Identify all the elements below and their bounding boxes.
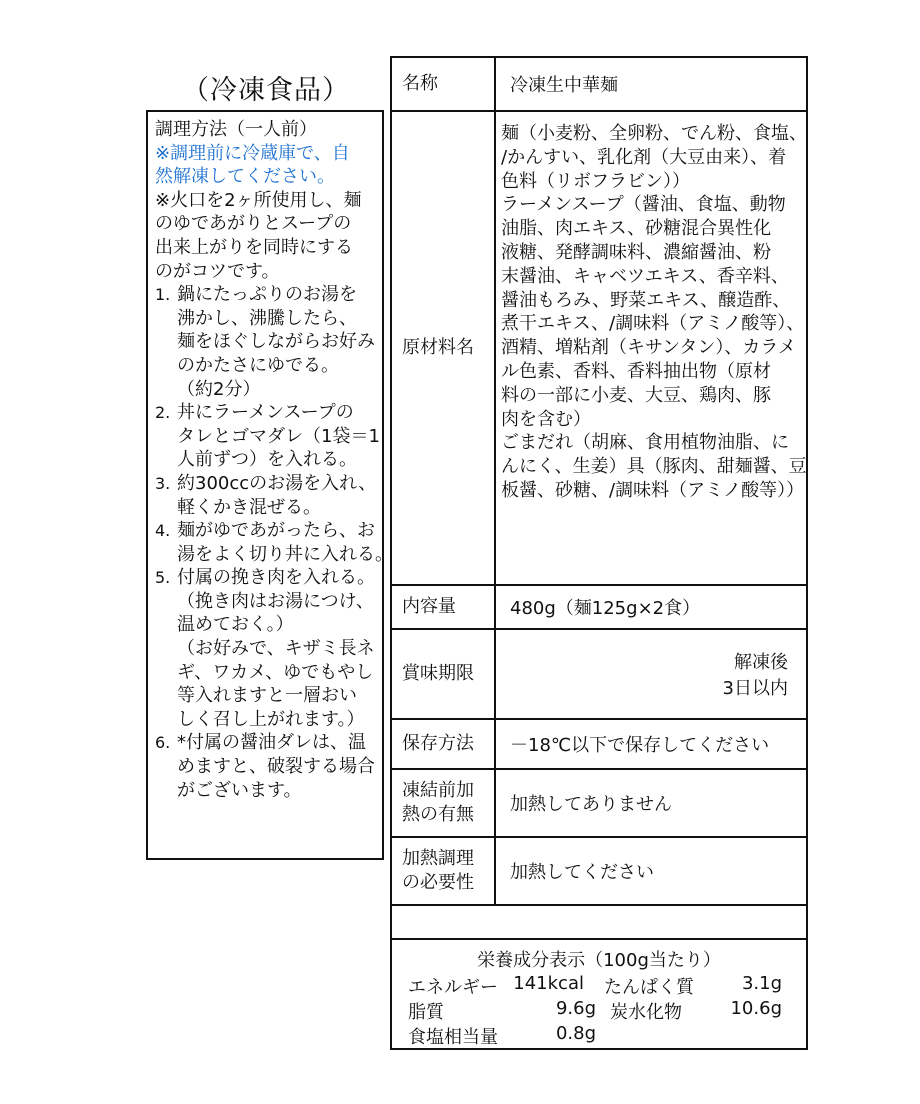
spec-row-storage <box>392 718 806 768</box>
cooking-step-4 <box>155 519 393 566</box>
heated-value: 加熱してありません <box>510 794 672 815</box>
heated-label-line: 熱の有無 <box>402 804 474 825</box>
heated-label-line: 凍結前加 <box>402 780 474 801</box>
step-line: （挽き肉はお湯につけ、 <box>177 590 374 612</box>
best-before-line: 3日以内 <box>722 678 788 699</box>
salt-label: 食塩相当量 <box>408 1027 498 1048</box>
step-line: 鍋にたっぷりのお湯を <box>177 284 357 306</box>
step-line: めますと、破裂する場合 <box>177 756 375 778</box>
fat-value: 9.6g <box>555 998 596 1019</box>
best-before-line: 解凍後 <box>734 652 788 673</box>
storage-label: 保存方法 <box>392 720 496 768</box>
cooking-note-blue-line: ※調理前に冷蔵庫で、自 <box>155 142 350 164</box>
step-line: （お好みで、キザミ長ネ <box>177 638 375 660</box>
step-line: 麺がゆであがったら、お <box>177 520 375 542</box>
step-line: のかたさにゆでる。 <box>177 354 339 376</box>
ingredients-line: ごまだれ（胡麻、食用植物油脂、に <box>501 432 789 454</box>
ingredients-line: 肉を含む） <box>501 408 591 430</box>
cooking-instructions-box <box>146 110 393 860</box>
step-line: 等入れますと一層おい <box>177 685 357 707</box>
name-value: 冷凍生中華麺 <box>510 75 618 96</box>
ingredients-line: 煮干エキス、/調味料（アミノ酸等）、 <box>501 313 805 335</box>
step-line: *付属の醤油ダレは、温 <box>177 732 366 754</box>
step-line: （約2分） <box>177 378 261 400</box>
step-line: 軽くかき混ぜる。 <box>177 496 321 518</box>
cooking-step-1 <box>155 283 382 401</box>
ingredients-line: 酒精、増粘剤（キサンタン）、カラメ <box>501 337 796 359</box>
ingredients-line: 油脂、肉エキス、砂糖混合異性化 <box>501 218 772 240</box>
step-line: しく召し上がれます。） <box>177 708 365 730</box>
name-label: 名称 <box>392 58 496 110</box>
cooking-title: 調理方法（一人前） <box>155 119 317 140</box>
step-line: タレとゴマダレ（1袋＝1 <box>177 425 380 447</box>
cooking-note-line: 出来上がりを同時にする <box>155 236 353 258</box>
cooking-required-value: 加熱してください <box>510 862 654 883</box>
step-number: 4. <box>155 521 171 541</box>
heated-label <box>392 770 496 836</box>
ingredients-line: 麺（小麦粉、全卵粉、でん粉、食塩、 <box>501 123 807 144</box>
spec-row-cooking-required <box>392 836 806 904</box>
ingredients-line: /かんすい、乳化剤（大豆由来）、着 <box>501 146 787 168</box>
step-number: 6. <box>155 733 171 753</box>
cooking-required-label <box>392 838 496 904</box>
step-line: 麺をほぐしながらお好み <box>177 331 375 353</box>
best-before-value <box>496 630 806 718</box>
spec-row-heated <box>392 768 806 836</box>
step-line: がございます。 <box>177 779 302 801</box>
energy-value: 141kcal <box>513 973 584 994</box>
energy-label: エネルギー <box>408 977 498 998</box>
protein-label: たんぱく質 <box>604 977 694 998</box>
nutrition-facts-box <box>390 940 808 1050</box>
step-number: 3. <box>155 473 171 493</box>
cooking-required-label-line: の必要性 <box>402 872 474 893</box>
nutrition-title: 栄養成分表示（100g当たり） <box>477 950 721 971</box>
cooking-required-label-line: 加熱調理 <box>402 848 474 869</box>
carbohydrate-value: 10.6g <box>730 998 782 1019</box>
ingredients-line: 色料（リボフラビン）） <box>501 170 690 192</box>
content-label: 内容量 <box>392 586 496 628</box>
step-line: 丼にラーメンスープの <box>177 402 354 424</box>
step-line: 人前ずつ）を入れる。 <box>177 449 357 471</box>
spec-row-best-before <box>392 628 806 718</box>
ingredients-line: 醤油もろみ、野菜エキス、醸造酢、 <box>501 289 791 311</box>
ingredients-line: 料の一部に小麦、大豆、鶏肉、豚 <box>501 384 771 406</box>
cooking-note-line: ※火口を2ヶ所使用し、麺 <box>155 189 362 211</box>
step-line: 沸かし、沸騰したら、 <box>177 307 357 329</box>
cooking-note-blue-line: 然解凍してください。 <box>155 166 335 188</box>
ingredients-line: 液糖、発酵調味料、濃縮醤油、粉 <box>501 241 771 263</box>
ingredients-line: ル色素、香料、香料抽出物（原材 <box>501 360 771 382</box>
storage-value: －18℃以下で保存してください <box>510 735 770 756</box>
best-before-label: 賞味期限 <box>392 630 496 718</box>
cooking-note-line: のがコツです。 <box>155 260 280 282</box>
cooking-step-6 <box>155 731 382 802</box>
ingredients-line: 板醤、砂糖、/調味料（アミノ酸等）） <box>501 479 805 501</box>
step-line: 温めておく。） <box>177 614 294 636</box>
spec-row-manufacturer <box>392 904 806 938</box>
carbohydrate-label: 炭水化物 <box>610 1002 682 1023</box>
step-number: 1. <box>155 285 171 305</box>
fat-label: 脂質 <box>408 1002 444 1023</box>
step-number: 2. <box>155 403 171 423</box>
cooking-step-3 <box>155 472 382 519</box>
spec-row-name <box>392 58 806 110</box>
product-spec-table <box>390 56 808 940</box>
ingredients-line: んにく、生姜）具（豚肉、甜麺醤、豆 <box>501 456 807 478</box>
salt-value: 0.8g <box>555 1023 596 1044</box>
spec-row-content <box>392 584 806 628</box>
ingredients-line: 末醤油、キャベツエキス、香辛料、 <box>501 265 789 287</box>
ingredients-value <box>496 112 806 584</box>
cooking-note-line: のゆであがりとスープの <box>155 213 352 235</box>
step-number: 5. <box>155 568 171 588</box>
content-value: 480g（麺125g×2食） <box>510 598 701 619</box>
frozen-food-label: （冷凍食品） <box>182 75 350 106</box>
ingredients-label: 原材料名 <box>392 112 496 584</box>
spec-row-ingredients <box>392 110 806 584</box>
cooking-step-5 <box>155 566 382 731</box>
step-line: 約300ccのお湯を入れ、 <box>177 472 377 494</box>
step-line: ギ、ワカメ、ゆでもやし <box>177 661 374 683</box>
step-line: 湯をよく切り丼に入れる。 <box>177 543 393 565</box>
ingredients-line: ラーメンスープ（醤油、食塩、動物 <box>501 194 786 216</box>
protein-value: 3.1g <box>741 973 782 994</box>
cooking-step-2 <box>155 401 382 472</box>
step-line: 付属の挽き肉を入れる。 <box>177 567 375 589</box>
